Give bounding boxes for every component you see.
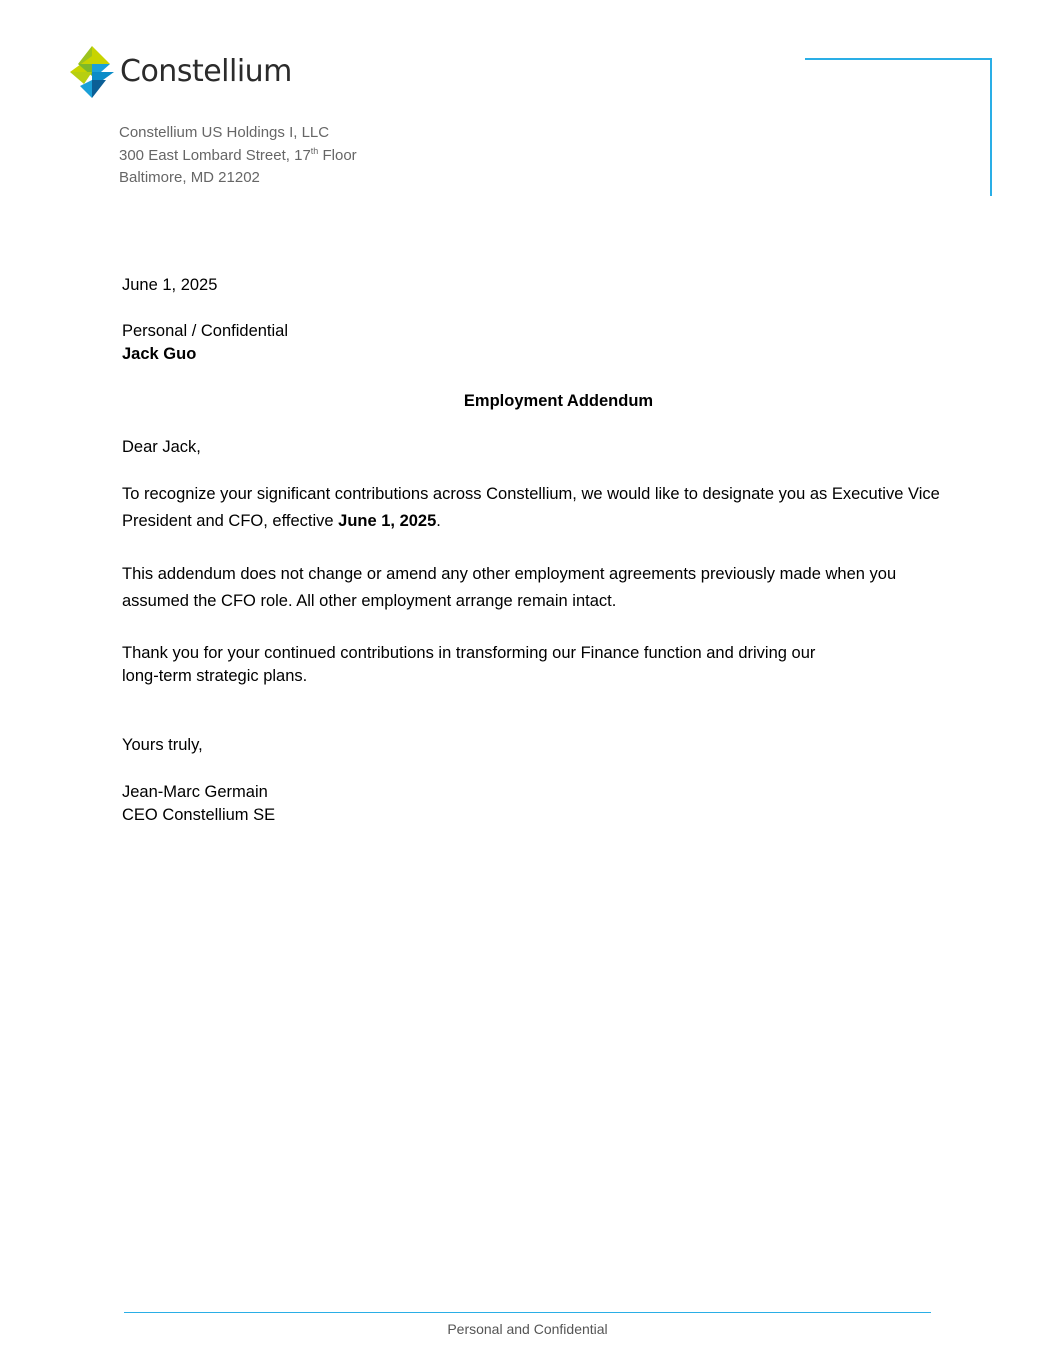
confidentiality-label: Personal / Confidential — [122, 322, 289, 340]
paragraph-designation: To recognize your significant contributions across Constellium, we would like to designate you as Executive Vice President and CFO, effective June 1, 2025. — [122, 485, 940, 530]
effective-date: June 1, 2025 — [338, 512, 437, 530]
signer-name: Jean-Marc Germain — [122, 783, 268, 801]
signer-title: CEO Constellium SE — [122, 806, 276, 824]
paragraph-thanks-line1: Thank you for your continued contributions in transforming our Finance function and driving our — [122, 644, 816, 662]
paragraph-addendum-scope: This addendum does not change or amend any other employment agreements previously made when you assumed the CFO role. All other employment arrange remain intact. — [122, 565, 897, 610]
letter-date: June 1, 2025 — [122, 276, 218, 294]
paragraph-thanks-line2: long-term strategic plans. — [122, 667, 308, 685]
logo-wordmark: Constellium — [120, 54, 292, 89]
footer-confidential: Personal and Confidential — [447, 1321, 608, 1337]
address-street: 300 East Lombard Street, 17th Floor — [119, 145, 357, 164]
closing: Yours truly, — [122, 736, 203, 754]
address-company: Constellium US Holdings I, LLC — [119, 124, 330, 141]
recipient-name: Jack Guo — [122, 345, 197, 363]
address-city: Baltimore, MD 21202 — [119, 169, 260, 186]
corner-bracket — [805, 58, 992, 196]
company-logo — [70, 46, 310, 98]
company-address — [119, 122, 357, 190]
document-title: Employment Addendum — [463, 392, 654, 410]
constellium-logo-icon — [70, 46, 114, 98]
salutation: Dear Jack, — [122, 438, 201, 456]
footer-divider — [124, 1312, 931, 1313]
